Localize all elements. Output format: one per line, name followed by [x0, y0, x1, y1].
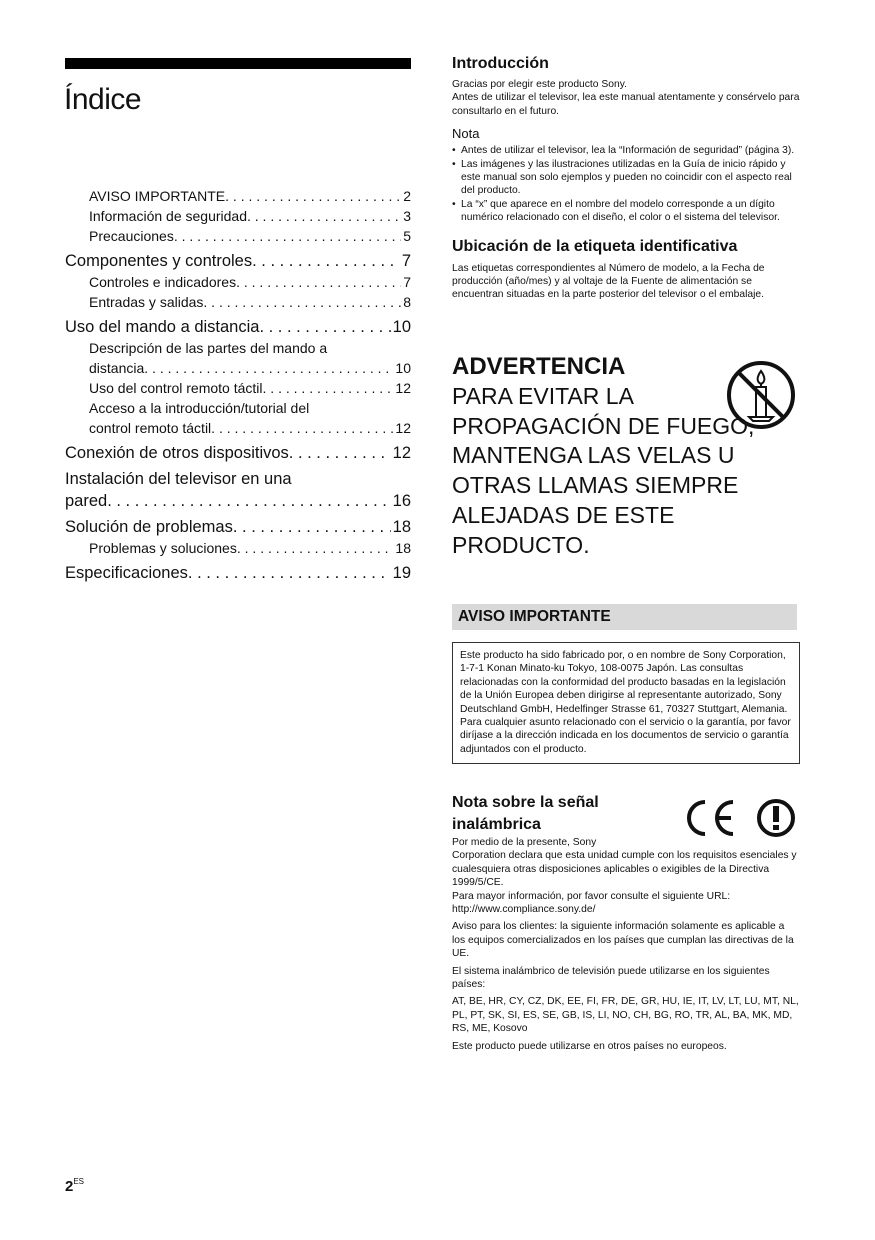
toc-leader: [237, 538, 394, 558]
toc-page: 3: [403, 208, 411, 224]
toc-page: 18: [395, 540, 411, 556]
toc-entry[interactable]: [65, 538, 411, 558]
nota-list: [452, 144, 800, 224]
toc-label: distancia: [89, 360, 145, 376]
toc-leader: [107, 490, 390, 512]
toc-page: 16: [392, 492, 411, 510]
toc-label: Uso del mando a distancia: [65, 318, 260, 336]
ce-mark-icon: [689, 802, 733, 834]
toc-label-line: Acceso a la introducción/tutorial del: [89, 400, 310, 416]
toc-entry[interactable]: [65, 316, 411, 338]
page-number: [65, 1178, 84, 1195]
toc-page: 2: [403, 188, 411, 204]
wireless-heading-line: Nota sobre la señal: [452, 794, 599, 811]
wireless-text: Por medio de la presente, Sony: [452, 837, 597, 848]
list-item: • Antes de utilizar el televisor, lea la “Información de seguridad” (página 3).: [452, 144, 800, 157]
toc-leader: [289, 442, 391, 464]
toc-leader: [174, 226, 401, 246]
country-list: AT, BE, HR, CY, CZ, DK, EE, FI, FR, DE, GR, HU, IE, IT, LV, LT, LU, MT, NL, PL, PT, SK, SI, ES, SE, GB, IS, LI, NO, CH, BG, RO, TR, AL, BA, MK, MD, RS, ME, Kosovo: [452, 996, 799, 1035]
nota-heading: Nota: [452, 126, 480, 142]
toc-page: 12: [395, 380, 411, 396]
toc-label: Precauciones: [89, 228, 174, 244]
toc-label: Problemas y soluciones: [89, 540, 237, 556]
label-location-heading: Ubicación de la etiqueta identificativa: [452, 237, 738, 255]
aviso-text: Este producto ha sido fabricado por, o en nombre de Sony Corporation, 1-7-1 Konan Minato-ku Tokyo, 108-0075 Japón. Las consultas relacionadas con la conformidad del producto basadas en la legislación de la Unión Europea deben dirigirse al representante autorizado, Sony Deutschland GmbH, Hedelfinger Strasse 61, 70327 Stuttgart, Alemania. Para cualquier asunto relacionado con el servicio o la garantía, por favor diríjase a la dirección indicada en los documentos de servicio o garantía adjuntados con el producto.: [460, 650, 791, 755]
toc-label: Conexión de otros dispositivos: [65, 444, 289, 462]
toc-page: 7: [401, 252, 411, 270]
label-location-text: Las etiquetas correspondientes al Número de modelo, a la Fecha de producción (año/mes) y al voltaje de la Fuente de alimentación se encuentran situadas en la parte posterior del televisor o el embalaje.: [452, 262, 765, 301]
intro-text: Antes de utilizar el televisor, lea este manual atentamente y consérvelo para consultarlo en el futuro.: [452, 92, 800, 117]
intro-section: [452, 54, 800, 302]
aviso-heading: AVISO IMPORTANTE: [458, 608, 611, 625]
table-of-contents: [65, 186, 411, 584]
index-header: [65, 58, 411, 117]
toc-label: Especificaciones: [65, 564, 188, 582]
toc-leader: [236, 272, 401, 292]
list-item: • La “x” que aparece en el nombre del modelo corresponde a un dígito numérico relacionado con el diseño, el color o el sistema del televisor.: [452, 198, 800, 225]
toc-entry[interactable]: [65, 250, 411, 272]
toc-entry[interactable]: [65, 562, 411, 584]
toc-leader: [263, 378, 394, 398]
toc-label: pared: [65, 492, 108, 510]
toc-entry[interactable]: [65, 442, 411, 464]
toc-entry[interactable]: [65, 186, 411, 206]
no-candle-icon: [725, 359, 797, 431]
intro-heading: Introducción: [452, 55, 549, 72]
aviso-box: [452, 642, 800, 764]
toc-entry[interactable]: [65, 490, 411, 512]
title-bar: [65, 58, 411, 69]
toc-label: AVISO IMPORTANTE: [89, 188, 226, 204]
toc-label: Información de seguridad: [89, 208, 247, 224]
toc-page: 8: [403, 294, 411, 310]
toc-entry[interactable]: [65, 292, 411, 312]
aviso-heading-bar: [452, 604, 797, 630]
toc-leader: [188, 562, 391, 584]
toc-page: 7: [403, 274, 411, 290]
toc-page: 18: [392, 518, 411, 536]
wireless-text: Para mayor información, por favor consulte el siguiente URL:: [452, 890, 731, 902]
warning-text: PARA EVITAR LA PROPAGACIÓN DE FUEGO, MANTENGA LAS VELAS U OTRAS LLAMAS SIEMPRE ALEJADAS DE ESTE PRODUCTO.: [452, 383, 755, 558]
warning-heading: ADVERTENCIA: [452, 353, 626, 380]
toc-page: 10: [392, 318, 411, 336]
toc-label: Entradas y salidas: [89, 294, 204, 310]
toc-leader: [233, 516, 391, 538]
toc-page: 12: [392, 444, 411, 462]
toc-label: control remoto táctil: [89, 420, 212, 436]
toc-entry[interactable]: [65, 378, 411, 398]
toc-entry[interactable]: [65, 418, 411, 438]
intro-text: Gracias por elegir este producto Sony.: [452, 79, 627, 90]
wireless-text: Corporation declara que esta unidad cumple con los requisitos esenciales y cualesquiera otras disposiciones aplicables o exigibles de la Directiva 1999/5/CE.: [452, 850, 797, 889]
page-language: ES: [73, 1177, 85, 1186]
toc-label-line: Instalación del televisor en una: [65, 470, 292, 488]
toc-entry[interactable]: [65, 358, 411, 378]
toc-entry[interactable]: [65, 516, 411, 538]
toc-label: Solución de problemas: [65, 518, 233, 536]
toc-leader: [259, 316, 390, 338]
toc-label-line: Descripción de las partes del mando a: [89, 340, 328, 356]
toc-label: Componentes y controles: [65, 252, 253, 270]
toc-entry[interactable]: [65, 272, 411, 292]
toc-leader: [211, 418, 393, 438]
toc-label: Uso del control remoto táctil: [89, 380, 263, 396]
toc-leader: [144, 358, 393, 378]
toc-entry[interactable]: [65, 226, 411, 246]
toc-page: 19: [392, 564, 411, 582]
ce-alert-icons: [685, 797, 797, 839]
toc-page: 5: [403, 228, 411, 244]
toc-leader: [247, 206, 401, 226]
alert-mark-icon: [759, 801, 793, 835]
wireless-text: El sistema inalámbrico de televisión puede utilizarse en los siguientes países:: [452, 965, 770, 991]
toc-leader: [252, 250, 400, 272]
page-number-value: 2: [65, 1178, 74, 1195]
wireless-text: Este producto puede utilizarse en otros países no europeos.: [452, 1040, 727, 1052]
toc-label: Controles e indicadores: [89, 274, 237, 290]
toc-leader: [203, 292, 401, 312]
list-item: • Las imágenes y las ilustraciones utilizadas en la Guía de inicio rápido y este manual son solo ejemplos y pueden no coincidir con el aspecto real del producto.: [452, 158, 800, 198]
wireless-text: Aviso para los clientes: la siguiente información solamente es aplicable a los equipos comercializados en los países que cumplan las directivas de la UE.: [452, 921, 794, 960]
index-title: Índice: [64, 83, 142, 116]
toc-page: 10: [395, 360, 411, 376]
compliance-url[interactable]: http://www.compliance.sony.de/: [452, 904, 596, 916]
toc-entry[interactable]: [65, 206, 411, 226]
toc-page: 12: [395, 420, 411, 436]
wireless-heading-line: inalámbrica: [452, 816, 541, 833]
toc-leader: [225, 186, 401, 206]
